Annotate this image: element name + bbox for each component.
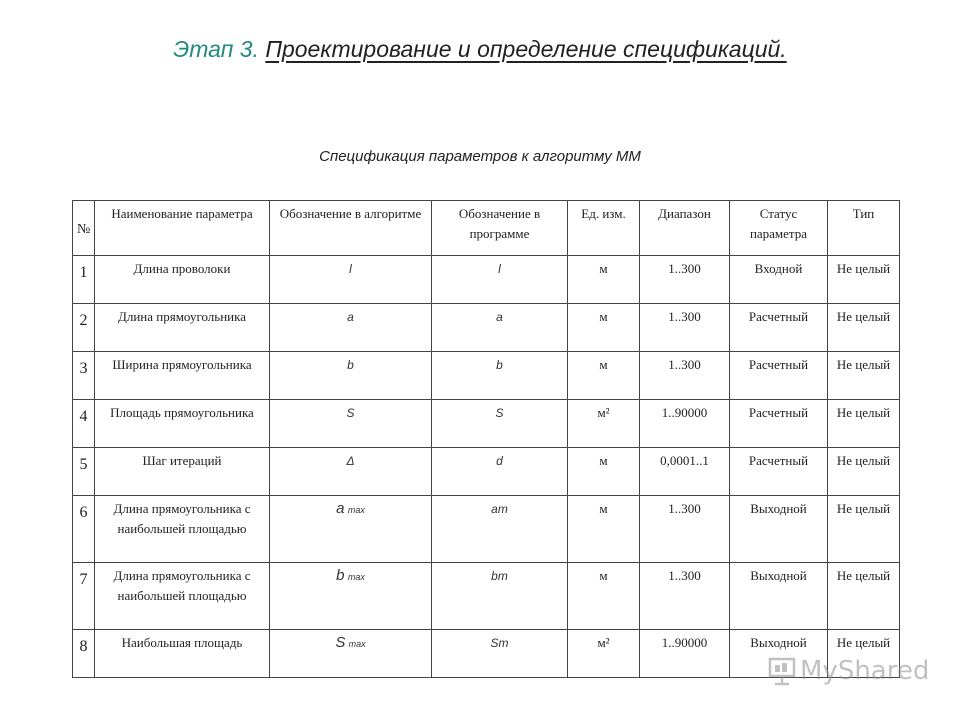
designation-symbol: a — [336, 500, 345, 517]
cell-type: Не целый — [828, 496, 900, 563]
cell-parameter-name: Длина прямоугольника с наибольшей площадью — [95, 563, 270, 630]
table-caption: Спецификация параметров к алгоритму ММ — [319, 148, 641, 165]
cell-number: 1 — [73, 256, 95, 304]
cell-program-designation: bm — [432, 563, 568, 630]
cell-number: 6 — [73, 496, 95, 563]
watermark-text: MyShared — [800, 656, 930, 686]
cell-number: 4 — [73, 400, 95, 448]
cell-algorithm-designation — [270, 563, 432, 630]
cell-range: 1..300 — [640, 563, 730, 630]
cell-unit: м — [568, 256, 640, 304]
cell-unit: м — [568, 496, 640, 563]
cell-range: 0,0001..1 — [640, 448, 730, 496]
table-row — [73, 400, 900, 448]
stage-title: Проектирование и определение спецификаций. — [265, 36, 787, 62]
cell-program-designation: d — [432, 448, 568, 496]
cell-parameter-name: Наибольшая площадь — [95, 630, 270, 678]
table-row — [73, 304, 900, 352]
header-number: № — [73, 201, 95, 256]
cell-type: Не целый — [828, 563, 900, 630]
header-status: Статус параметра — [730, 201, 828, 256]
cell-type: Не целый — [828, 304, 900, 352]
cell-algorithm-designation — [270, 630, 432, 678]
cell-unit: м² — [568, 630, 640, 678]
cell-status: Расчетный — [730, 304, 828, 352]
cell-program-designation: a — [432, 304, 568, 352]
table-row — [73, 563, 900, 630]
cell-unit: м — [568, 352, 640, 400]
designation-symbol: Δ — [346, 454, 355, 468]
cell-number: 8 — [73, 630, 95, 678]
cell-type: Не целый — [828, 448, 900, 496]
cell-algorithm-designation — [270, 448, 432, 496]
cell-program-designation: Sm — [432, 630, 568, 678]
cell-range: 1..90000 — [640, 630, 730, 678]
cell-status: Расчетный — [730, 448, 828, 496]
designation-symbol: b — [336, 567, 345, 584]
header-name: Наименование параметра — [95, 201, 270, 256]
header-program-designation: Обозначение в программе — [432, 201, 568, 256]
cell-number: 5 — [73, 448, 95, 496]
presentation-board-icon — [768, 656, 796, 686]
cell-number: 3 — [73, 352, 95, 400]
cell-unit: м — [568, 563, 640, 630]
designation-symbol: S — [346, 406, 355, 420]
cell-status: Выходной — [730, 563, 828, 630]
cell-algorithm-designation — [270, 496, 432, 563]
cell-range: 1..300 — [640, 304, 730, 352]
cell-unit: м — [568, 304, 640, 352]
table-row — [73, 256, 900, 304]
designation-symbol: a — [347, 310, 354, 324]
specification-table — [72, 200, 900, 678]
table-row — [73, 496, 900, 563]
cell-range: 1..300 — [640, 256, 730, 304]
designation-symbol: l — [349, 262, 352, 276]
header-type: Тип — [828, 201, 900, 256]
cell-algorithm-designation — [270, 304, 432, 352]
cell-range: 1..300 — [640, 496, 730, 563]
header-unit: Ед. изм. — [568, 201, 640, 256]
cell-status: Выходной — [730, 630, 828, 678]
cell-program-designation: S — [432, 400, 568, 448]
cell-algorithm-designation — [270, 352, 432, 400]
cell-type: Не целый — [828, 256, 900, 304]
cell-program-designation: b — [432, 352, 568, 400]
table-row — [73, 448, 900, 496]
cell-program-designation: am — [432, 496, 568, 563]
designation-symbol: S — [335, 634, 346, 651]
cell-number: 2 — [73, 304, 95, 352]
cell-range: 1..90000 — [640, 400, 730, 448]
designation-subscript: max — [347, 505, 365, 515]
cell-status: Расчетный — [730, 352, 828, 400]
cell-number: 7 — [73, 563, 95, 630]
designation-subscript: max — [347, 572, 365, 582]
cell-parameter-name: Ширина прямоугольника — [95, 352, 270, 400]
cell-type: Не целый — [828, 630, 900, 678]
cell-program-designation: l — [432, 256, 568, 304]
cell-parameter-name: Шаг итераций — [95, 448, 270, 496]
cell-parameter-name: Длина прямоугольника — [95, 304, 270, 352]
cell-status: Выходной — [730, 496, 828, 563]
watermark — [768, 656, 929, 686]
cell-parameter-name: Площадь прямоугольника — [95, 400, 270, 448]
slide-title — [0, 36, 960, 63]
cell-type: Не целый — [828, 352, 900, 400]
designation-subscript: max — [348, 639, 366, 649]
cell-algorithm-designation — [270, 256, 432, 304]
cell-unit: м² — [568, 400, 640, 448]
table-row — [73, 352, 900, 400]
cell-range: 1..300 — [640, 352, 730, 400]
cell-status: Входной — [730, 256, 828, 304]
cell-unit: м — [568, 448, 640, 496]
cell-type: Не целый — [828, 400, 900, 448]
cell-status: Расчетный — [730, 400, 828, 448]
cell-parameter-name: Длина прямоугольника с наибольшей площадью — [95, 496, 270, 563]
designation-symbol: b — [347, 358, 354, 372]
table-header-row — [73, 201, 900, 256]
cell-parameter-name: Длина проволоки — [95, 256, 270, 304]
header-range: Диапазон — [640, 201, 730, 256]
stage-label: Этап 3. — [173, 36, 259, 62]
cell-algorithm-designation — [270, 400, 432, 448]
header-algorithm-designation: Обозначение в алгоритме — [270, 201, 432, 256]
